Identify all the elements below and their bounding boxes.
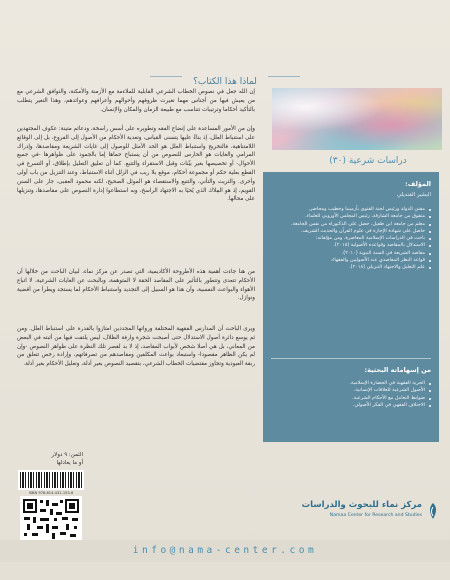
paragraph-1: إن الله جعل في نصوص الخطاب الشرعي القابلية للملاءمة مع الأزمنة والأمكنة، والتوافق الشرعي مع من يعيش فيها من أجناس مهما تغيرت ظروفهم وأحوالهم وأعرافهم وعوائدهم، وهذا التغير يتطلب بالتأكيد أحكاما وترتيبات تتناسب مع طبيعة الزمان والمكان والإنسان. — [17, 89, 255, 113]
author-item: الاستدلال بالمقاصد وقواعده الأصولية (٢٠١٥). — [269, 242, 425, 249]
author-item: علم التعليل والاجتهاد التنزيلي (٢٠١٨). — [269, 264, 425, 271]
contrib-item: ضوابط التعامل مع الأحكام الشرعية. — [269, 395, 425, 402]
contrib-list — [269, 380, 433, 409]
title-rule-right — [268, 76, 300, 77]
cover-painting — [272, 88, 442, 150]
paragraph-2: وإن من الأمور المساعدة على إنضاج الفقه وتطويره على أسس راسخة، ودعائم متينة: عكوف المجتهدين على استنباط العلل، إذ بناءً عليها يتسنى القياس، وتعدية الأحكام من الأصول إلى الفروع، بل إلى الوقائع اللامتناهية، فالتخريج واستنباط العلل هو الحد الأمثل للوصول إلى غايات الشريعة ومقاصدها، وإدراك المرامي والغايات هو الحارس للنصوص من أن يستباح حماها إما بالجمود على ظواهرها -في جميع الأحوال- أو تخصيصها بغير بيِّنات وقبل الاستقراء والتتبع. كما أن تعليق التعليل بإطلاق، أو التسرع في القطع بعلية حكم أو مجموعة أحكام، موقع بلا ريب في الزلل أثناء الاستنباط، وعند التنزيل من باب أولى وأحرى. والتريث والتأني، والتتبع والاستقصاء هو الموئل الصحيح، لكنه محمود العقبى، جار على السنن القويم، إذ هو المِلاك الذي يُحيَا به الاجتهاد الراسخ، وبه استطاعوا إدارة النصوص على مقاصدها، وتنزيلها على محالها. — [17, 126, 255, 203]
author-info-box — [263, 172, 439, 442]
publisher-logo-icon — [426, 502, 440, 520]
author-list — [269, 206, 433, 272]
box-divider — [271, 358, 431, 359]
author-item: حاصل على شهادة الإجازة في علوم القرآن والحديث الشريف. — [269, 228, 425, 235]
barcode — [18, 470, 84, 490]
series-label: دراسات شرعية (٣٠) — [329, 156, 407, 166]
title-rule-left — [150, 76, 182, 77]
barcode-bars — [20, 472, 82, 488]
isbn: ISBN 978-614-431-153-6 — [28, 491, 74, 495]
author-name: البشير القنديلي — [397, 192, 431, 198]
paragraph-4: ويرى الباحث أن المدارس الفقهية المختلفة ورواتها المجددين امتازوا بالقدرة على استنباط العلل. ومن ثم يوسع دائرة أصول الاستدلال حتى أصبحت شجرة وارفة الظلال، ليس يلتفت فيها من أثبته في البعض من المعاني، بل هي أصلا شخص لأبواب المقاصد، إذ لا بد لقصر تلك النظرة على ظواهر النصوص -وإن لم يكن الظاهر مقصودا- واستبعاد بواعث المكلفين ومقاصدهم من تصرفاتهم، وإرادة رخص تتعلق من ربقة العبودية وتجاوز مقتضيات الخطاب الشرعي، بتقصيد النصوص بغير أدلة، وتعليل الأحكام بغير أدلة. — [17, 326, 255, 368]
author-item: مقاصد الشريعة في السنة النبوية (٢٠١٠). — [269, 250, 425, 257]
author-item: معلم من جامعة ابن طفيل، حصل على الدكتوراه من نفس الجامعة. — [269, 221, 425, 228]
author-item: قواعد النظر المقاصدي عند الأصوليين والفقهاء. — [269, 257, 425, 264]
author-item: متفوق من جامعة الشارقة، رئيس المجلس الأوروبي للعلماء. — [269, 213, 425, 220]
contrib-heading: من إسهاماته البحثية: — [364, 366, 431, 374]
publisher-name-en: Namaa Center for Research and Studies — [329, 513, 422, 518]
paragraph-3: من هنا جاءت أهمية هذه الأطروحة الأكاديمية، التي تصدر عن مركز نماء، لبيان الباحث من خلالها أن الأحكام تتعدى وتتطور بالتأثير على المقاصد الحقة لا المتوهمة، وبالبحث عن الغايات الشرعية، لا اتباع الأهواء والبواعث النفسية، وأن هذا هو السبيل إلى التجديد واستنباط الأحكام لما يستجد ويطرأ من أقضية ونوازل. — [17, 269, 255, 302]
author-item: باحث في الدراسات الإسلامية المعاصرة، ومن مؤلفاته: — [269, 235, 425, 242]
price-note: أو ما يعادلها — [56, 459, 83, 466]
back-title — [150, 69, 300, 88]
price-block — [21, 452, 83, 467]
publisher-name-ar: مركز نماء للبحوث والدراسات — [301, 500, 422, 510]
contact-email[interactable]: info@nama-center.com — [132, 545, 318, 556]
contrib-item: الحرية الفقهية في الحضارة الإسلامية. — [269, 380, 425, 387]
price: الثمن: ٩ دولار — [51, 452, 83, 458]
contrib-item: الأصول الشرعية للعلاقات الإنسانية. — [269, 387, 425, 394]
title-text: لماذا هذا الكتاب؟ — [193, 77, 257, 87]
publisher-logo — [270, 500, 440, 528]
author-item: مفتي الدولة ورئيس لجنة الفتوى بأرمينيا وخطيب ومحاضر. — [269, 206, 425, 213]
contrib-item: الاختلاف الفقهي في الفكر الأصولي. — [269, 402, 425, 409]
author-heading: المؤلف: — [405, 180, 431, 188]
